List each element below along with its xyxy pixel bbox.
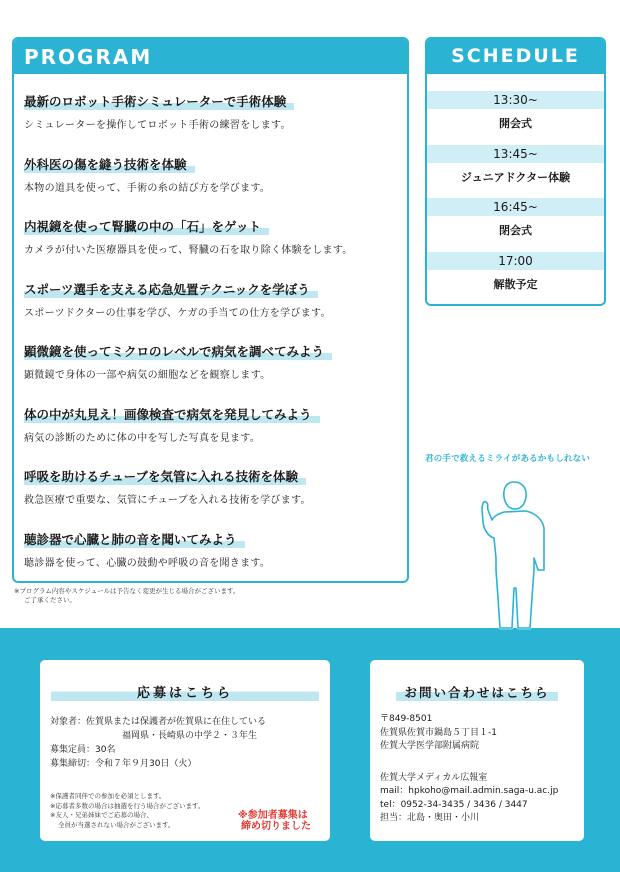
program-item	[24, 216, 407, 279]
schedule-label: 開会式	[499, 117, 532, 130]
program-item	[24, 404, 407, 467]
program-item-desc: 病気の診断のために体の中を写した写真を見ます。	[24, 432, 261, 444]
applications-closed-notice	[238, 810, 311, 832]
program-item-title: 体の中が丸見え！画像検査で病気を発見してみよう	[24, 407, 320, 423]
program-item	[24, 341, 407, 404]
apply-target-cont: 福岡県・長崎県の中学２・３年生	[122, 731, 258, 741]
apply-note: 全員が当選されない場合がございます。	[58, 820, 175, 829]
schedule-list	[427, 74, 604, 305]
contact-details	[370, 701, 584, 826]
apply-note: ※保護者同伴での参加を必須とします。	[50, 792, 166, 800]
schedule-label: 解散予定	[493, 277, 538, 291]
apply-notes	[50, 792, 204, 830]
schedule-label: 閉会式	[499, 224, 532, 237]
schedule-item	[427, 91, 604, 145]
closed-line: ※参加者募集は	[238, 810, 308, 821]
program-item	[24, 154, 407, 217]
schedule-item	[427, 145, 604, 199]
contact-mail[interactable]: mail：hpkoho@mail.admin.saga-u.ac.jp	[380, 786, 559, 796]
apply-note: ※応募者多数の場合は抽選を行う場合がございます。	[50, 801, 205, 810]
schedule-item	[427, 252, 604, 306]
program-item-title: 呼吸を助けるチューブを気管に入れる技術を体験	[24, 469, 306, 485]
schedule-time: 17:00	[427, 252, 604, 270]
contact-address: 佐賀県佐賀市鍋島５丁目１-1	[380, 727, 497, 738]
program-item-desc: 救急医療で重要な、気管にチューブを入れる技術を学びます。	[24, 495, 311, 506]
schedule-time: 13:30~	[427, 91, 604, 109]
program-item	[24, 279, 407, 342]
schedule-time: 13:45~	[427, 145, 604, 163]
program-item-title: 外科医の傷を縫う技術を体験	[24, 157, 195, 173]
program-item-title: 顕微鏡を使ってミクロのレベルで病気を調べてみよう	[24, 344, 332, 360]
schedule-label: ジュニアドクター体験	[460, 170, 571, 184]
contact-title: お問い合わせはこちら	[396, 683, 557, 701]
program-item-desc: カメラが付いた医療器具を使って、腎臓の石を取り除く体験をします。	[24, 245, 353, 256]
program-item	[24, 466, 407, 529]
contact-tel[interactable]: tel：0952-34-3435 / 3436 / 3447	[380, 799, 528, 810]
program-list	[14, 74, 407, 583]
schedule-heading: SCHEDULE	[427, 39, 604, 74]
contact-hospital: 佐賀大学医学部附属病院	[380, 741, 480, 751]
closed-line: 締め切りました	[241, 821, 311, 832]
program-item	[24, 91, 407, 154]
contact-card	[370, 660, 584, 841]
apply-note: ※友人・兄弟姉妹でご応募の場合、	[50, 811, 153, 819]
program-panel	[12, 37, 409, 583]
apply-card	[40, 660, 330, 841]
apply-deadline: 募集締切：令和７年９月30日（火）	[50, 759, 197, 769]
program-note	[14, 587, 239, 605]
program-note-line: ご了承ください。	[24, 596, 76, 604]
program-item-desc: 聴診器を使って、心臓の鼓動や呼吸の音を聞きます。	[24, 557, 271, 569]
doctor-silhouette-icon	[470, 478, 560, 636]
program-item-desc: 顕微鏡で身体の一部や病気の細胞などを観察します。	[24, 370, 271, 381]
schedule-item	[427, 198, 604, 252]
contact-staff: 担当：北島・奥田・小川	[380, 813, 480, 823]
program-item-title: スポーツ選手を支える応急処置テクニックを学ぼう	[24, 282, 318, 298]
program-heading: PROGRAM	[14, 39, 407, 74]
tagline: 君の手で救えるミライがあるかもしれない	[425, 454, 591, 464]
program-note-line: ※プログラム内容やスケジュールは予告なく変更が生じる場合がございます。	[14, 587, 240, 595]
schedule-time: 16:45~	[427, 198, 604, 216]
apply-target: 対象者：佐賀県または保護者が佐賀県に在住している	[50, 717, 267, 727]
apply-details	[40, 701, 330, 771]
program-item-desc: スポーツドクターの仕事を学び、ケガの手当ての仕方を学びます。	[24, 307, 331, 319]
contact-postal: 〒849-8501	[380, 714, 433, 724]
apply-capacity: 募集定員：30名	[50, 745, 116, 755]
program-item-title: 最新のロボット手術シミュレーターで手術体験	[24, 94, 294, 110]
program-item	[24, 529, 407, 584]
program-item-title: 聴診器で心臓と肺の音を聞いてみよう	[24, 532, 245, 548]
schedule-panel	[425, 37, 606, 306]
program-item-desc: 本物の道具を使って、手術の糸の結び方を学びます。	[24, 182, 271, 194]
apply-title: 応募はこちら	[51, 682, 319, 701]
program-item-desc: シミュレーターを操作してロボット手術の練習をします。	[24, 120, 291, 131]
contact-office: 佐賀大学メディカル広報室	[380, 772, 488, 783]
program-item-title: 内視鏡を使って腎臓の中の「石」をゲット	[24, 219, 269, 235]
